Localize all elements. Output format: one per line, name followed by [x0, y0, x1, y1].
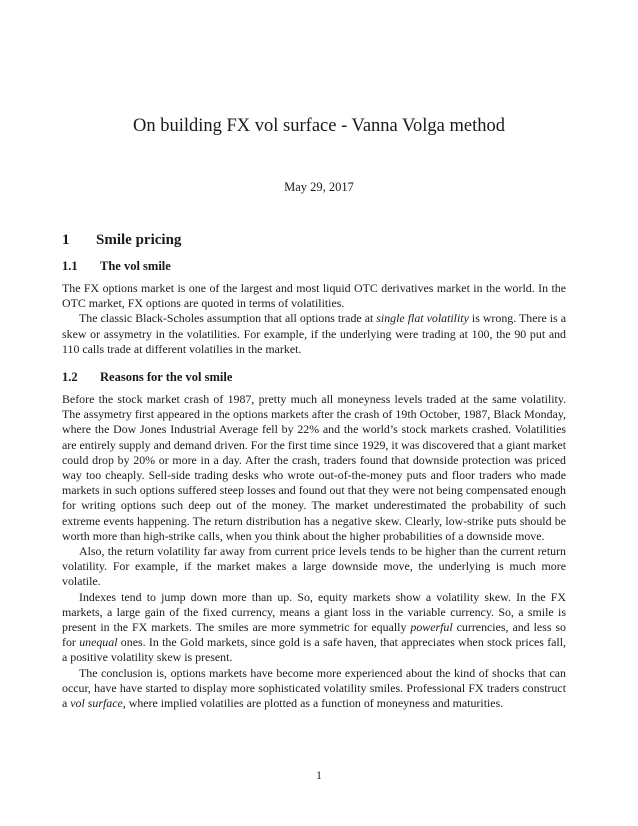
- paragraph: Also, the return volatility far away from current price levels tends to be higher than the current return volatility. For example, if the market makes a large downside move, the underlying is much more volatile.: [62, 544, 566, 589]
- main-content: [62, 230, 566, 711]
- section-number: 1: [62, 232, 70, 248]
- section-title: Smile pricing: [96, 232, 182, 248]
- emphasis-text: unequal: [79, 635, 118, 650]
- page-number: 1: [316, 770, 322, 782]
- section-heading-smile-pricing: [62, 230, 566, 250]
- subsection-number: 1.2: [62, 370, 78, 385]
- subsection-heading-vol-smile: [62, 258, 566, 275]
- subsection-title: The vol smile: [100, 259, 171, 273]
- subsection-number: 1.1: [62, 259, 78, 273]
- paper-title: On building FX vol surface - Vanna Volga method: [132, 116, 505, 136]
- paragraph: The conclusion is, options markets have become more experienced about the kind of shocks that can occur, have have started to display more sophisticated volatility smiles. Professional FX traders construct a vol surface, where implied volatilies are plotted as a function of moneyness and maturities.: [62, 665, 566, 711]
- paragraph: Before the stock market crash of 1987, pretty much all moneyness levels traded at the same volatility. The assymetry first appeared in the options markets after the crash of 19th October, 1987, Black Monday, where the Dow Jones Industrial Average fell by 22% and the world’s stock markets crashed. Volatilities are entirely supply and demand driven. For the first time since 1929, it was discovered that a giant market could drop by 20% or more in a day. After the crash, traders found that downside protection was priced way too cheaply. Sell-side trading desks who wrote out-of-the-money puts and floor traders who made markets in such options suffered steep losses and found out that they were not being compensated enough for writing options such deep out of the money. The market underestimated the probability of such extreme events happening. The return distribution has a negative skew. Clearly, low-strike puts should be worth more than high-strike calls, when you think about the higher probabilities of a downside move.: [62, 392, 566, 543]
- subsection-title: Reasons for the vol smile: [100, 370, 233, 385]
- emphasis-text: single flat volatility: [376, 311, 469, 326]
- emphasis-text: powerful: [410, 620, 453, 635]
- paragraph: Indexes tend to jump down more than up. So, equity markets show a volatility skew. In the FX markets, a large gain of the fixed currency, means a giant loss in the variable currency. So, a smile is present in the FX markets. The smiles are more symmetric for equally powerful currencies, and less so for unequal ones. In the Gold markets, since gold is a safe haven, that appreciates when stock prices fall, a positive volatility skew is present.: [62, 589, 567, 665]
- paper-date: May 29, 2017: [284, 180, 354, 194]
- paragraph: The FX options market is one of the largest and most liquid OTC derivatives market in the world. In the OTC market, FX options are quoted in terms of volatilities.: [62, 281, 566, 311]
- paragraph: The classic Black-Scholes assumption that all options trade at single flat volatility is wrong. There is a skew or assymetry in the volatilities. For example, if the underlying were trading at 100, the 90 put and 110 calls trade at different volatilies in the market.: [62, 311, 566, 356]
- subsection-heading-reasons: [62, 369, 566, 386]
- emphasis-text: vol surface: [70, 696, 123, 711]
